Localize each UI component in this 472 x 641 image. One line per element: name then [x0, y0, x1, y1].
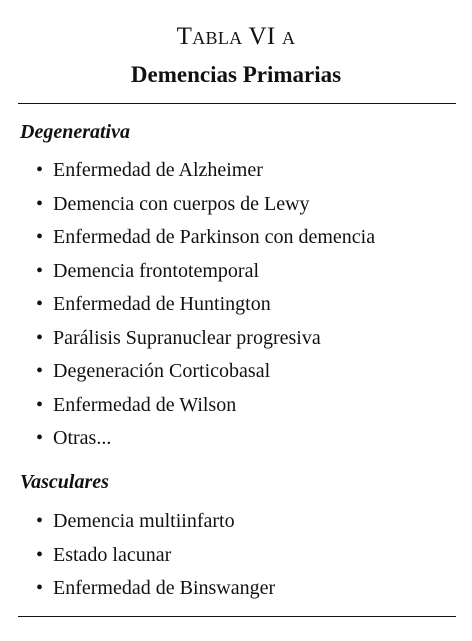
bullet-icon: • — [36, 393, 44, 416]
list-item — [36, 225, 375, 259]
list-item — [36, 393, 375, 427]
list-item — [36, 509, 275, 543]
table-title: Tabla VI a — [176, 23, 296, 50]
bullet-icon: • — [36, 226, 44, 248]
list-item — [36, 192, 375, 226]
bullet-icon: • — [36, 293, 44, 315]
list-item — [36, 292, 375, 326]
bullet-icon: • — [36, 326, 44, 349]
list-item-label: Enfermedad de Alzheimer — [53, 159, 263, 181]
bullet-icon: • — [36, 360, 44, 382]
list-item — [36, 259, 375, 293]
bullet-icon: • — [36, 192, 44, 215]
table-subtitle: Demencias Primarias — [130, 62, 342, 87]
list-item-label: Demencia multiinfarto — [53, 510, 235, 532]
list-item — [36, 158, 375, 192]
list-item-label: Demencia frontotemporal — [53, 259, 260, 282]
list-item — [36, 543, 275, 577]
top-rule — [18, 103, 456, 104]
list-item-label: Demencia con cuerpos de Lewy — [53, 192, 310, 215]
bullet-icon: • — [36, 510, 44, 532]
list-item — [36, 326, 375, 360]
bullet-icon: • — [36, 259, 44, 282]
list-item — [36, 576, 275, 610]
list-item-label: Enfermedad de Parkinson con demencia — [53, 226, 376, 248]
list-item-label: Enfermedad de Wilson — [53, 393, 237, 416]
list-item-label: Estado lacunar — [53, 543, 172, 566]
bullet-icon: • — [36, 159, 44, 181]
list-item-label: Degeneración Corticobasal — [53, 360, 271, 382]
list-item — [36, 359, 375, 393]
list-item-label: Parálisis Supranuclear progresiva — [53, 326, 321, 349]
degenerativa-list — [36, 158, 375, 460]
section-heading-degenerativa: Degenerativa — [20, 121, 130, 143]
list-item-label: Enfermedad de Binswanger — [53, 577, 276, 599]
bullet-icon: • — [36, 577, 44, 599]
bottom-rule — [18, 616, 456, 617]
list-item-label: Enfermedad de Huntington — [53, 293, 271, 315]
bullet-icon: • — [36, 427, 44, 449]
section-heading-vasculares: Vasculares — [20, 471, 109, 493]
bullet-icon: • — [36, 543, 44, 566]
list-item-label: Otras... — [53, 427, 112, 449]
vasculares-list — [36, 509, 275, 610]
list-item — [36, 426, 375, 460]
